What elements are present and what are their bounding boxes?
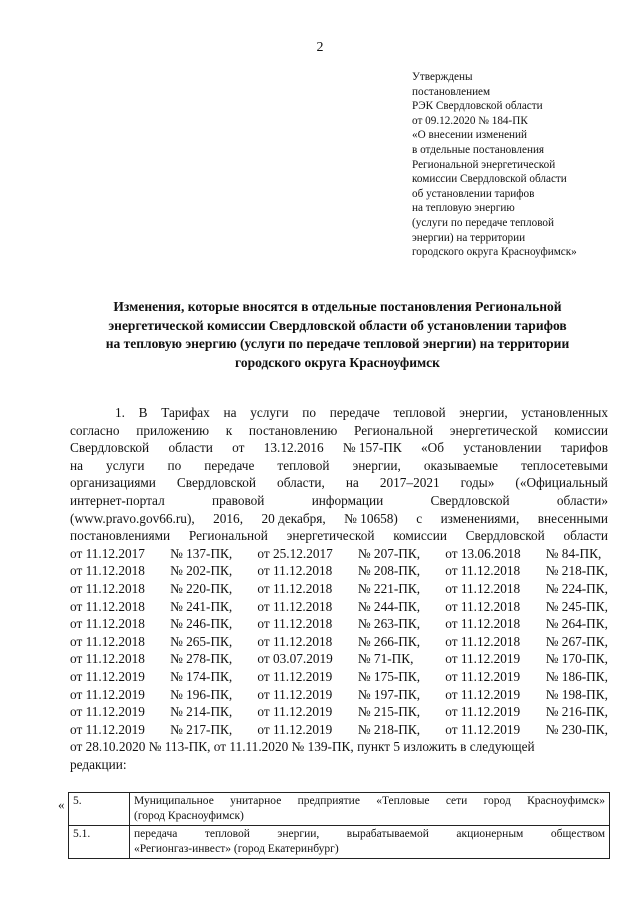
- reference-cell: от 11.12.2019: [445, 668, 521, 684]
- word: постановлению: [248, 422, 338, 438]
- reference-cell: № 241-ПК,: [170, 598, 233, 614]
- reference-cell: № 246-ПК,: [170, 616, 233, 632]
- opening-quote: «: [58, 797, 65, 812]
- word: организациями: [70, 475, 156, 491]
- reference-cell: от 11.12.2019: [70, 704, 145, 720]
- reference-cell: № 71-ПК,: [357, 651, 414, 667]
- word: внесенными: [537, 510, 608, 526]
- word: информации: [311, 492, 384, 508]
- paragraph-line: редакции:: [70, 756, 127, 772]
- row-organization: [130, 826, 610, 859]
- reference-cell: от 11.12.2018: [257, 580, 333, 596]
- reference-cell: от 11.12.2019: [257, 704, 333, 720]
- reference-cell: № 216-ПК,: [545, 704, 608, 720]
- word: передаче: [204, 457, 255, 473]
- word: услуги: [106, 457, 145, 473]
- approval-line: «О внесении изменений: [412, 129, 528, 142]
- organization-line: (город Красноуфимск): [134, 810, 244, 822]
- resolution-references: [70, 545, 608, 739]
- word: по: [167, 457, 182, 473]
- reference-cell: от 11.12.2019: [70, 668, 145, 684]
- reference-cell: № 84-ПК,: [545, 545, 602, 561]
- word: теплосетевыми: [521, 457, 608, 473]
- reference-cell: № 218-ПК,: [545, 563, 608, 579]
- reference-cell: от 11.12.2018: [70, 616, 145, 632]
- reference-cell: от 11.12.2018: [70, 563, 145, 579]
- reference-cell: № 224-ПК,: [545, 580, 608, 596]
- paragraph-line: от 28.10.2020 № 113-ПК, от 11.11.2020 № 139-ПК, пункт 5 изложить в следующей: [70, 739, 535, 755]
- reference-cell: № 196-ПК,: [170, 686, 233, 702]
- word: тепловой: [393, 405, 446, 420]
- word: оказываемые: [423, 457, 499, 473]
- word: («Официальный: [515, 475, 608, 491]
- reference-cell: № 267-ПК,: [545, 633, 608, 649]
- organization-line: «Регионгаз-инвест» (город Екатеринбург): [134, 843, 339, 855]
- approval-line: комиссии Свердловской области: [412, 173, 567, 186]
- reference-cell: от 11.12.2018: [257, 598, 333, 614]
- approval-line: Региональной энергетической: [412, 158, 556, 171]
- word: области: [563, 528, 608, 544]
- reference-cell: от 11.12.2019: [70, 686, 145, 702]
- reference-cell: № 265-ПК,: [170, 633, 233, 649]
- word: комиссии: [554, 422, 608, 438]
- word: годы»: [460, 475, 495, 491]
- reference-cell: от 11.12.2018: [70, 633, 145, 649]
- word: по: [302, 405, 317, 420]
- reference-cell: от 25.12.2017: [257, 545, 333, 561]
- word: приложению: [136, 422, 210, 438]
- reference-cell: от 11.12.2018: [70, 598, 145, 614]
- word: обществом: [550, 828, 605, 840]
- paragraph-line: [70, 439, 608, 457]
- title-line: энергетической комиссии Свердловской области об установлении тарифов: [108, 317, 567, 333]
- approval-line: в отдельные постановления: [412, 143, 545, 156]
- word: энергии,: [352, 457, 401, 473]
- paragraph-line: [70, 404, 608, 422]
- word: (www.pravo.gov66.ru),: [70, 510, 195, 526]
- word: передача: [134, 828, 178, 840]
- word: тепловой: [277, 457, 330, 473]
- word: В: [138, 405, 148, 420]
- organization-line: [134, 827, 605, 842]
- word: области,: [277, 475, 325, 491]
- reference-cell: от 11.12.2019: [257, 668, 333, 684]
- word: Свердловской: [465, 528, 545, 544]
- word: Свердловской: [176, 475, 257, 491]
- document-title: [70, 298, 605, 372]
- approval-line: городского округа Красноуфимск»: [412, 246, 577, 259]
- word: унитарное: [230, 795, 282, 807]
- word: энергетической: [449, 422, 538, 438]
- word: установлении: [463, 440, 542, 456]
- organization-line: [134, 794, 605, 809]
- reference-cell: № 220-ПК,: [170, 580, 233, 596]
- reference-cell: от 11.12.2019: [70, 721, 145, 737]
- word: согласно: [70, 422, 120, 438]
- reference-cell: № 218-ПК,: [357, 721, 421, 737]
- reference-cell: от 13.06.2018: [445, 545, 521, 561]
- word: правовой: [211, 492, 265, 508]
- reference-cell: № 202-ПК,: [170, 563, 233, 579]
- word: Тарифах: [161, 405, 210, 420]
- word: на: [345, 475, 359, 491]
- word: области: [168, 440, 213, 456]
- approval-line: энергии) на территории: [412, 231, 526, 244]
- paragraph-line: [70, 422, 608, 440]
- reference-cell: № 214-ПК,: [170, 704, 233, 720]
- word: энергии,: [459, 405, 508, 420]
- paragraph-line: [70, 492, 608, 510]
- reference-cell: от 03.07.2019: [257, 651, 333, 667]
- word: энергетической: [286, 528, 375, 544]
- reference-cell: № 197-ПК,: [357, 686, 421, 702]
- approval-block: [412, 70, 627, 260]
- approval-line: от 09.12.2020 № 184-ПК: [412, 114, 528, 127]
- word: установленных: [521, 405, 608, 420]
- word: передаче: [329, 405, 380, 420]
- reference-cell: № 175-ПК,: [357, 668, 421, 684]
- page-number: 2: [316, 40, 324, 55]
- approval-line: Утверждены: [412, 71, 473, 83]
- reference-cell: № 221-ПК,: [357, 580, 421, 596]
- word: постановлениями: [70, 528, 171, 544]
- word: 2017–2021: [379, 475, 440, 491]
- reference-cell: № 170-ПК,: [545, 651, 608, 667]
- reference-cell: № 244-ПК,: [357, 598, 421, 614]
- reference-cell: № 266-ПК,: [357, 633, 421, 649]
- title-line: Изменения, которые вносятся в отдельные постановления Региональной: [113, 299, 562, 314]
- word: интернет-портал: [70, 492, 165, 508]
- word: «Тепловые: [376, 795, 430, 807]
- word: 1.: [115, 405, 125, 420]
- reference-cell: от 11.12.2019: [445, 704, 521, 720]
- approval-line: на тепловую энергию: [412, 202, 515, 215]
- word: энергии,: [277, 828, 320, 840]
- paragraph-line: [70, 474, 608, 492]
- reference-cell: от 11.12.2019: [257, 721, 333, 737]
- word: город: [483, 795, 511, 807]
- approval-line: (услуги по передаче тепловой: [412, 216, 554, 229]
- approval-line: постановлением: [412, 85, 491, 98]
- word: сети: [445, 795, 468, 807]
- reference-cell: № 208-ПК,: [357, 563, 421, 579]
- title-line: на тепловую энергию (услуги по передаче тепловой энергии) на территории: [105, 336, 570, 351]
- paragraph-line: [70, 527, 608, 545]
- word: предприятие: [297, 795, 360, 807]
- word: «Об: [421, 440, 445, 456]
- reference-cell: от 11.12.2018: [257, 563, 333, 579]
- word: 2016,: [213, 510, 244, 526]
- reference-cell: от 11.12.2017: [70, 545, 145, 561]
- word: к: [225, 422, 233, 438]
- reference-cell: № 264-ПК,: [545, 616, 608, 632]
- row-number: 5.1.: [69, 826, 130, 859]
- word: на: [70, 457, 84, 473]
- table-row: [69, 826, 610, 859]
- reference-cell: от 11.12.2018: [445, 616, 521, 632]
- reference-cell: № 174-ПК,: [170, 668, 233, 684]
- title-line: городского округа Красноуфимск: [235, 354, 440, 370]
- reference-cell: № 263-ПК,: [357, 616, 421, 632]
- word: с: [416, 510, 423, 526]
- word: услуги: [250, 405, 289, 420]
- word: 13.12.2016: [263, 440, 324, 456]
- word: № 157-ПК: [342, 440, 402, 456]
- word: Свердловской: [70, 440, 150, 456]
- word: вырабатываемой: [346, 828, 429, 840]
- reference-cell: от 11.12.2018: [257, 633, 333, 649]
- reference-cell: от 11.12.2018: [445, 633, 521, 649]
- reference-cell: от 11.12.2018: [70, 651, 145, 667]
- reference-cell: № 230-ПК,: [545, 721, 608, 737]
- word: Региональной: [354, 422, 434, 438]
- amendment-paragraph: [70, 404, 608, 773]
- reference-cell: № 207-ПК,: [357, 545, 421, 561]
- approval-line: об установлении тарифов: [412, 187, 535, 200]
- word: от: [232, 440, 245, 456]
- reference-cell: № 278-ПК,: [170, 651, 233, 667]
- word: тепловой: [204, 828, 250, 840]
- reference-cell: от 11.12.2019: [445, 651, 521, 667]
- reference-cell: от 11.12.2019: [445, 686, 521, 702]
- reference-cell: № 198-ПК,: [545, 686, 608, 702]
- reference-cell: от 11.12.2018: [257, 616, 333, 632]
- paragraph-line: [70, 457, 608, 475]
- reference-cell: от 11.12.2018: [445, 598, 521, 614]
- word: 20 декабря,: [261, 510, 326, 526]
- approval-line: РЭК Свердловской области: [412, 100, 543, 113]
- word: комиссии: [393, 528, 447, 544]
- reference-cell: от 11.12.2018: [445, 563, 521, 579]
- reference-cell: № 186-ПК,: [545, 668, 608, 684]
- word: акционерным: [456, 828, 524, 840]
- reference-cell: от 11.12.2018: [70, 580, 145, 596]
- word: на: [223, 405, 237, 420]
- paragraph-line: [70, 510, 608, 528]
- word: Муниципальное: [134, 795, 214, 807]
- word: Региональной: [188, 528, 268, 544]
- tariff-table: [68, 792, 610, 859]
- reference-cell: № 215-ПК,: [357, 704, 421, 720]
- word: тарифов: [560, 440, 608, 456]
- reference-cell: от 11.12.2019: [257, 686, 333, 702]
- word: № 10658): [344, 510, 398, 526]
- row-organization: [130, 793, 610, 826]
- row-number: 5.: [69, 793, 130, 826]
- word: области»: [556, 492, 608, 508]
- word: Красноуфимск»: [527, 795, 605, 807]
- word: изменениями,: [440, 510, 520, 526]
- reference-cell: № 137-ПК,: [170, 545, 233, 561]
- word: Свердловской: [430, 492, 510, 508]
- reference-cell: № 217-ПК,: [170, 721, 233, 737]
- reference-cell: от 11.12.2018: [445, 580, 521, 596]
- reference-cell: от 11.12.2019: [445, 721, 521, 737]
- reference-cell: № 245-ПК,: [545, 598, 608, 614]
- table-row: [69, 793, 610, 826]
